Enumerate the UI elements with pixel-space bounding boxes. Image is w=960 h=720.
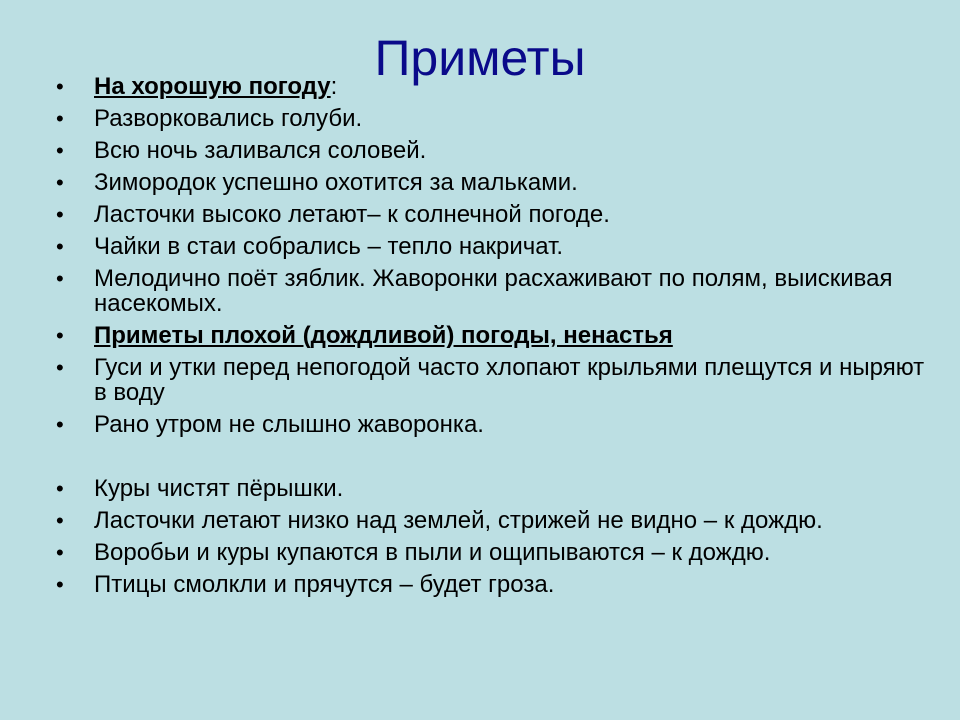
list-spacer [56,444,936,476]
bullet-icon: • [56,540,64,565]
section-heading-good-weather: На хорошую погоду [94,73,331,100]
bullet-icon: • [56,234,64,259]
list-item [56,323,936,348]
list-item-text: Ласточки высоко летают– к солнечной погоде. [94,201,610,228]
list-item-text: Зимородок успешно охотится за мальками. [94,169,578,196]
bullet-icon: • [56,170,64,195]
list-item-text: Чайки в стаи собрались – тепло накричат. [94,233,564,260]
list-item [56,572,936,597]
list-item [56,202,936,227]
list-item [56,74,936,99]
list-item [56,412,936,437]
list-item [56,138,936,163]
list-item [56,476,936,501]
bullet-list [56,74,936,604]
bullet-icon: • [56,266,64,291]
list-item [56,355,936,405]
list-item-text: Гуси и утки перед непогодой часто хлопают крыльями плещутся и ныряют в воду [94,354,925,406]
bullet-icon: • [56,572,64,597]
list-item [56,106,936,131]
bullet-icon: • [56,355,64,380]
list-item-text: Птицы смолкли и прячутся – будет гроза. [94,571,555,598]
list-item-text: Куры чистят пёрышки. [94,475,344,502]
bullet-icon: • [56,106,64,131]
list-item [56,170,936,195]
section-heading-bad-weather: Приметы плохой (дождливой) погоды, ненастья [94,322,673,349]
list-item-text: Рано утром не слышно жаворонка. [94,411,484,438]
list-item-text: Всю ночь заливался соловей. [94,137,427,164]
bullet-icon: • [56,412,64,437]
heading-colon: : [330,73,338,100]
list-item-text: Ласточки летают низко над землей, стрижей не видно – к дождю. [94,507,823,534]
list-item [56,266,936,316]
bullet-icon: • [56,202,64,227]
list-item [56,234,936,259]
bullet-icon: • [56,74,64,99]
bullet-icon: • [56,323,64,348]
slide-title: Приметы [374,30,586,86]
list-item-text: Мелодично поёт зяблик. Жаворонки расхаживают по полям, выискивая насекомых. [94,265,893,317]
bullet-icon: • [56,508,64,533]
list-item-text: Разворковались голуби. [94,105,363,132]
list-item-text: Воробьи и куры купаются в пыли и ощипываются – к дождю. [94,539,771,566]
bullet-icon: • [56,138,64,163]
list-item [56,540,936,565]
list-item [56,508,936,533]
bullet-icon: • [56,476,64,501]
